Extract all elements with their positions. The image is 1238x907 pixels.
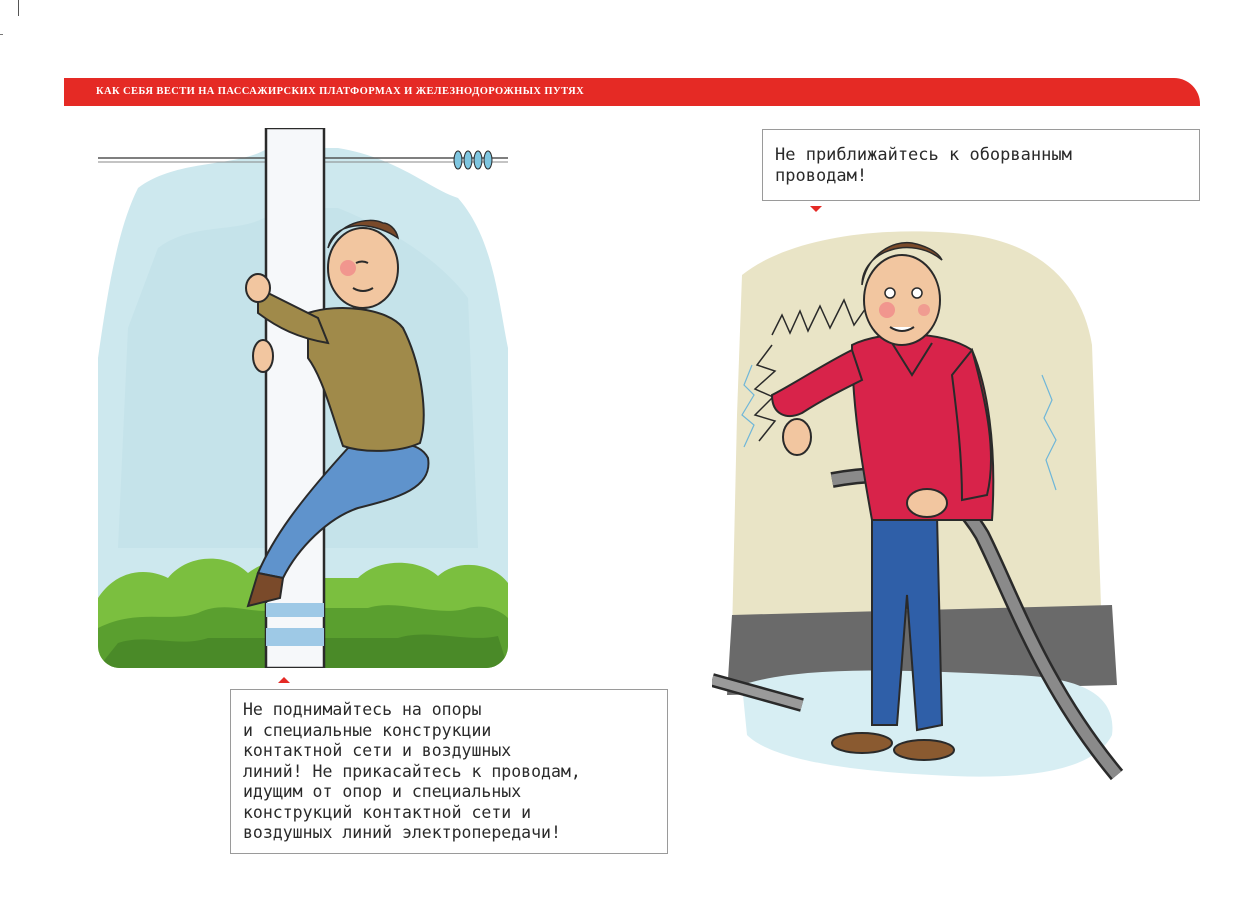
caption-right-text: Не приближайтесь к оборванным проводам! — [775, 145, 1072, 186]
crop-mark — [0, 34, 3, 35]
illustration-broken-wires — [712, 215, 1124, 790]
caption-left — [230, 689, 668, 854]
crop-mark — [18, 0, 19, 16]
caption-right — [762, 129, 1200, 201]
illustration-climbing-pole — [98, 128, 508, 668]
caption-pointer — [278, 677, 290, 683]
section-title: КАК СЕБЯ ВЕСТИ НА ПАССАЖИРСКИХ ПЛАТФОРМАХ И ЖЕЛЕЗНОДОРОЖНЫХ ПУТЯХ — [96, 86, 585, 97]
caption-pointer — [810, 206, 822, 212]
caption-left-text: Не поднимайтесь на опоры и специальные конструкции контактной сети и воздушных линий! Не прикасайтесь к проводам, идущим от опор и специальных конструкций контактной сети и воздушных линий электропередачи! — [243, 700, 581, 842]
section-header-bar — [64, 78, 1200, 106]
